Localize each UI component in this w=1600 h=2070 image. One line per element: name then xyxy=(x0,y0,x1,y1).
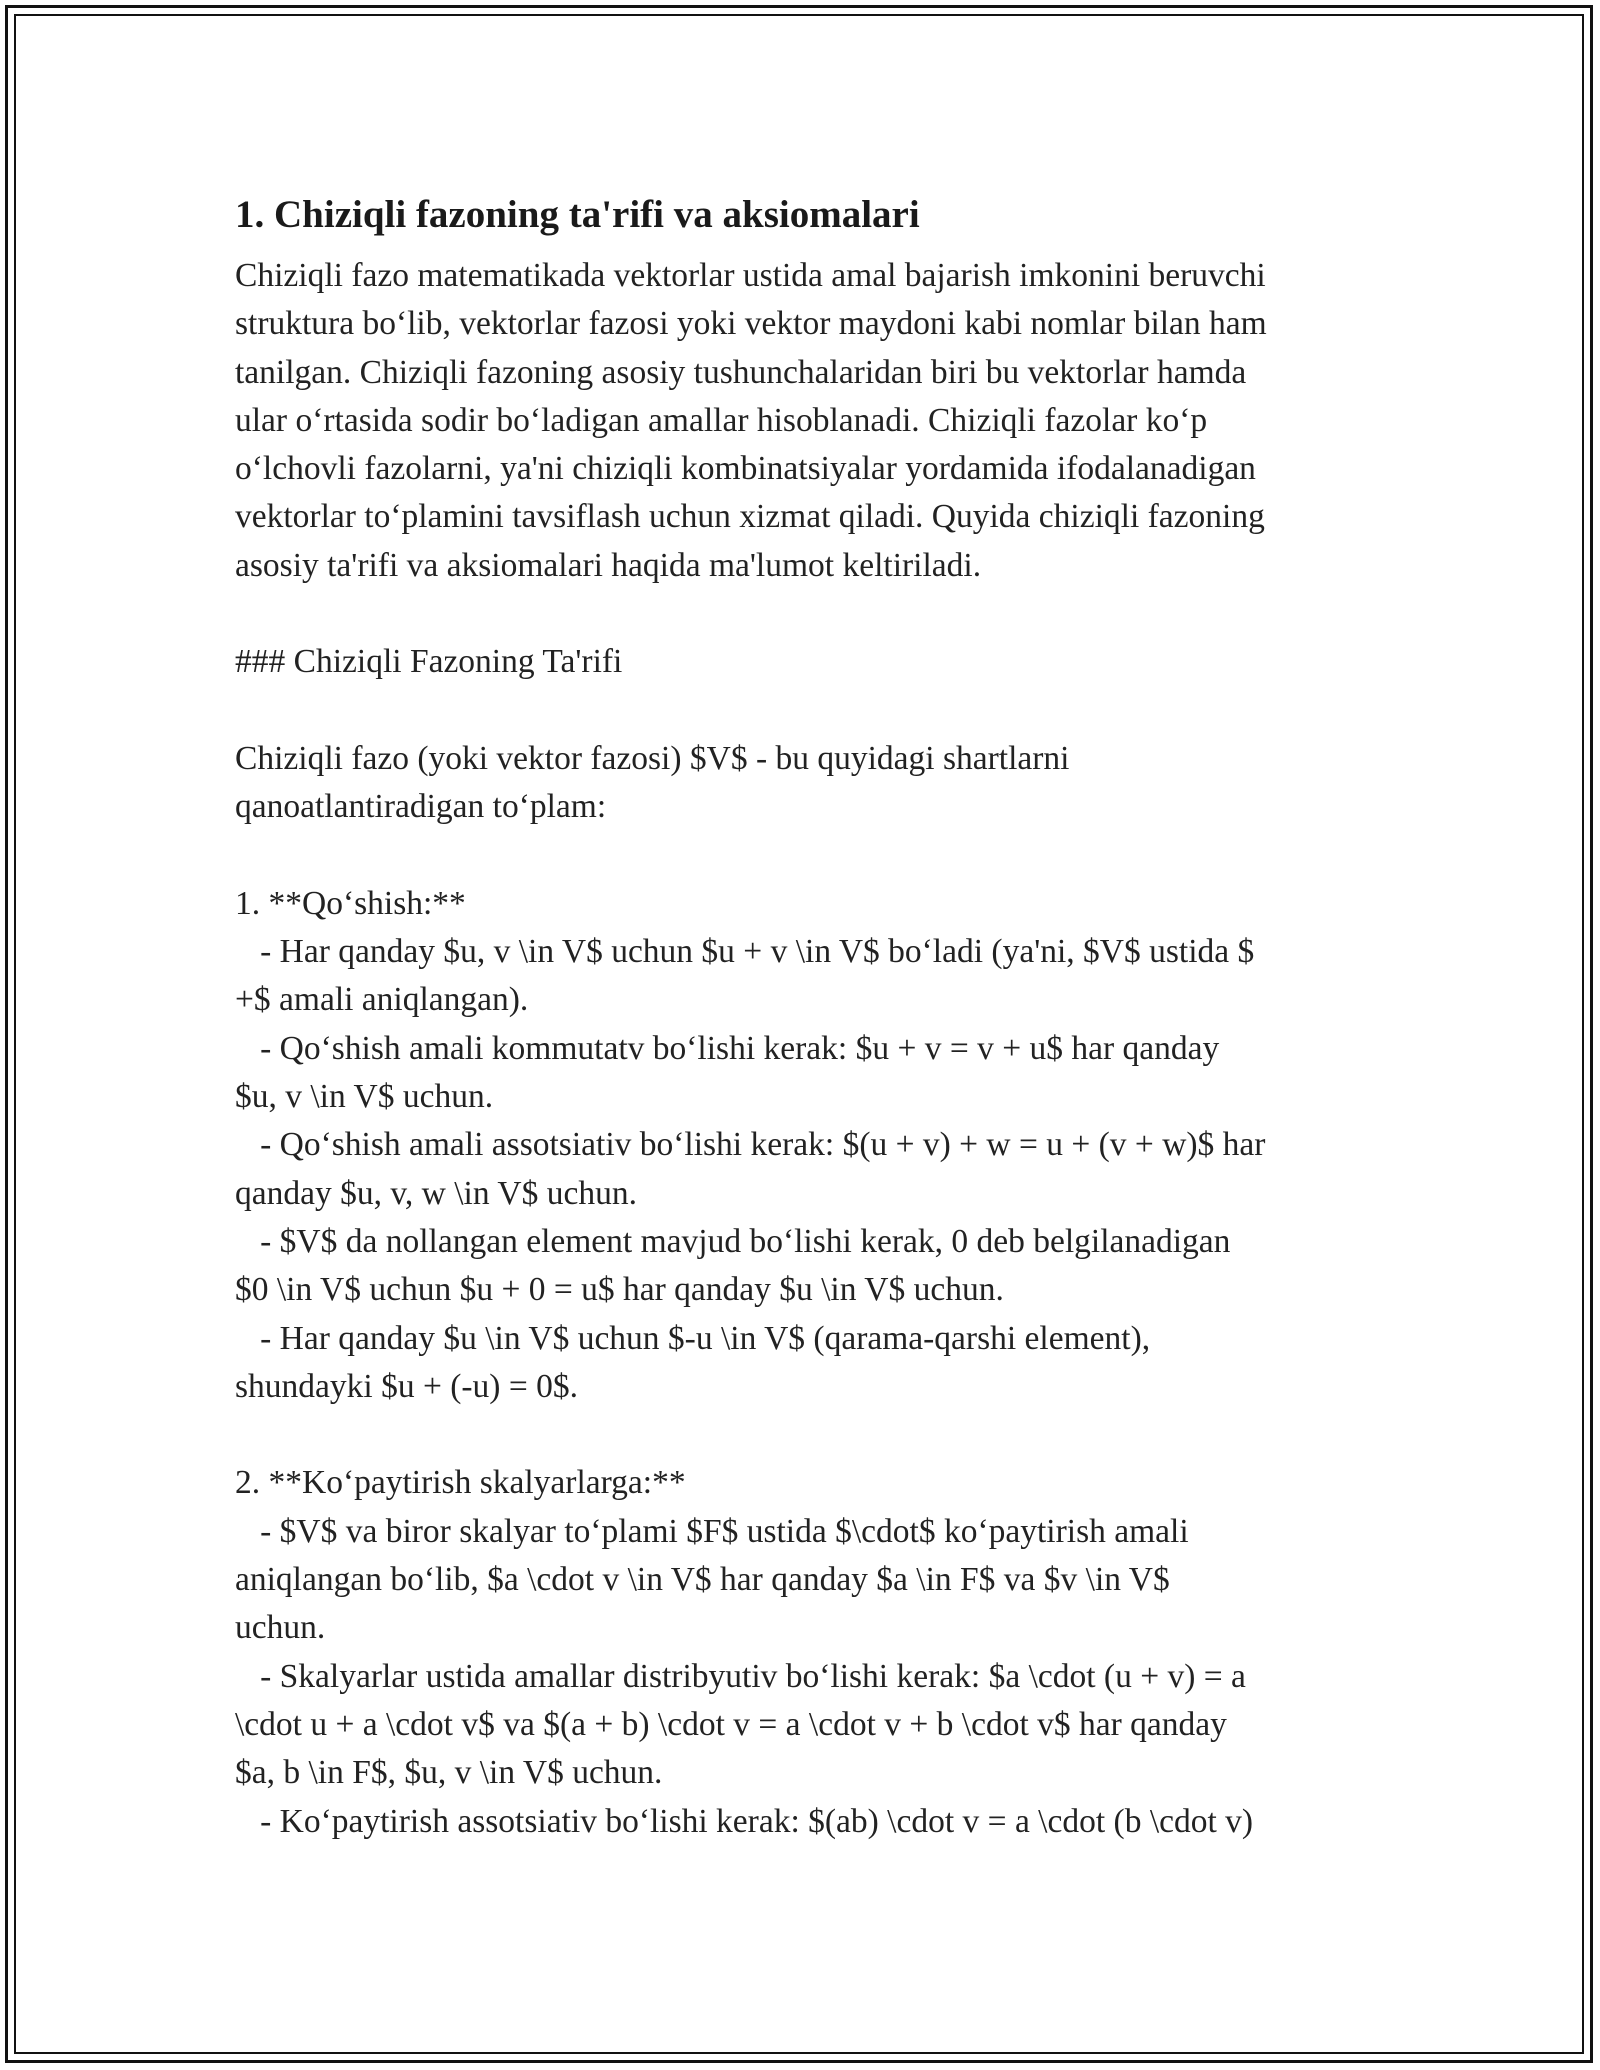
scalar-line: - $V$ va biror skalyar to‘plami $F$ ustida $\cdot$ ko‘paytirish amali xyxy=(235,1512,1189,1550)
intro-line: vektorlar to‘plamini tavsiflash uchun xizmat qiladi. Quyida chiziqli fazoning xyxy=(235,498,1265,536)
section-heading: ### Chiziqli Fazoning Ta'rifi xyxy=(235,643,623,681)
addition-line: +$ amali aniqlangan). xyxy=(235,981,529,1019)
scalar-heading: 2. **Ko‘paytirish skalyarlarga:** xyxy=(235,1464,686,1502)
paragraph-gap xyxy=(235,590,1375,638)
intro-paragraph xyxy=(235,252,1375,590)
scalar-line: - Ko‘paytirish assotsiativ bo‘lishi kerak: $(ab) \cdot v = a \cdot (b \cdot v) xyxy=(235,1802,1254,1840)
paragraph-gap xyxy=(235,1411,1375,1459)
scalar-axioms xyxy=(235,1459,1375,1845)
intro-line: o‘lchovli fazolarni, ya'ni chiziqli kombinatsiyalar yordamida ifodalanadigan xyxy=(235,450,1256,488)
document-content xyxy=(235,180,1375,1846)
scalar-line: aniqlangan bo‘lib, $a \cdot v \in V$ har qanday $a \in F$ va $v \in V$ xyxy=(235,1561,1170,1599)
addition-line: shundayki $u + (-u) = 0$. xyxy=(235,1367,578,1405)
addition-line: - Har qanday $u, v \in V$ uchun $u + v \in V$ bo‘ladi (ya'ni, $V$ ustida $ xyxy=(235,933,1255,971)
intro-line: struktura bo‘lib, vektorlar fazosi yoki vektor maydoni kabi nomlar bilan ham xyxy=(235,305,1267,343)
scalar-line: uchun. xyxy=(235,1609,326,1647)
intro-line: ular o‘rtasida sodir bo‘ladigan amallar hisoblanadi. Chiziqli fazolar ko‘p xyxy=(235,401,1208,439)
addition-line: - $V$ da nollangan element mavjud bo‘lishi kerak, 0 deb belgilanadigan xyxy=(235,1222,1231,1260)
addition-line: - Har qanday $u \in V$ uchun $-u \in V$ (qarama-qarshi element), xyxy=(235,1319,1151,1357)
scalar-line: \cdot u + a \cdot v$ va $(a + b) \cdot v = a \cdot v + b \cdot v$ har qanday xyxy=(235,1705,1227,1743)
addition-line: - Qo‘shish amali kommutatv bo‘lishi kerak: $u + v = v + u$ har qanday xyxy=(235,1029,1220,1067)
intro-line: tanilgan. Chiziqli fazoning asosiy tushunchalaridan biri bu vektorlar hamda xyxy=(235,353,1247,391)
paragraph-gap xyxy=(235,687,1375,735)
intro-line: Chiziqli fazo matematikada vektorlar ustida amal bajarish imkonini beruvchi xyxy=(235,257,1266,294)
definition-line: Chiziqli fazo (yoki vektor fazosi) $V$ - bu quyidagi shartlarni xyxy=(235,739,1070,777)
scalar-line: $a, b \in F$, $u, v \in V$ uchun. xyxy=(235,1754,663,1792)
definition-paragraph xyxy=(235,735,1375,832)
intro-line: asosiy ta'rifi va aksiomalari haqida ma'lumot keltiriladi. xyxy=(235,546,982,584)
addition-heading: 1. **Qo‘shish:** xyxy=(235,884,466,922)
addition-axioms xyxy=(235,880,1375,1411)
document-title: 1. Chiziqli fazoning ta'rifi va aksiomalari xyxy=(235,193,920,236)
scalar-line: - Skalyarlar ustida amallar distribyutiv bo‘lishi kerak: $a \cdot (u + v) = a xyxy=(235,1657,1246,1695)
paragraph-gap xyxy=(235,832,1375,880)
addition-line: $0 \in V$ uchun $u + 0 = u$ har qanday $u \in V$ uchun. xyxy=(235,1271,1004,1309)
definition-line: qanoatlantiradigan to‘plam: xyxy=(235,788,607,826)
addition-line: $u, v \in V$ uchun. xyxy=(235,1078,494,1116)
addition-line: - Qo‘shish amali assotsiativ bo‘lishi kerak: $(u + v) + w = u + (v + w)$ har xyxy=(235,1126,1266,1164)
addition-line: qanday $u, v, w \in V$ uchun. xyxy=(235,1174,637,1212)
